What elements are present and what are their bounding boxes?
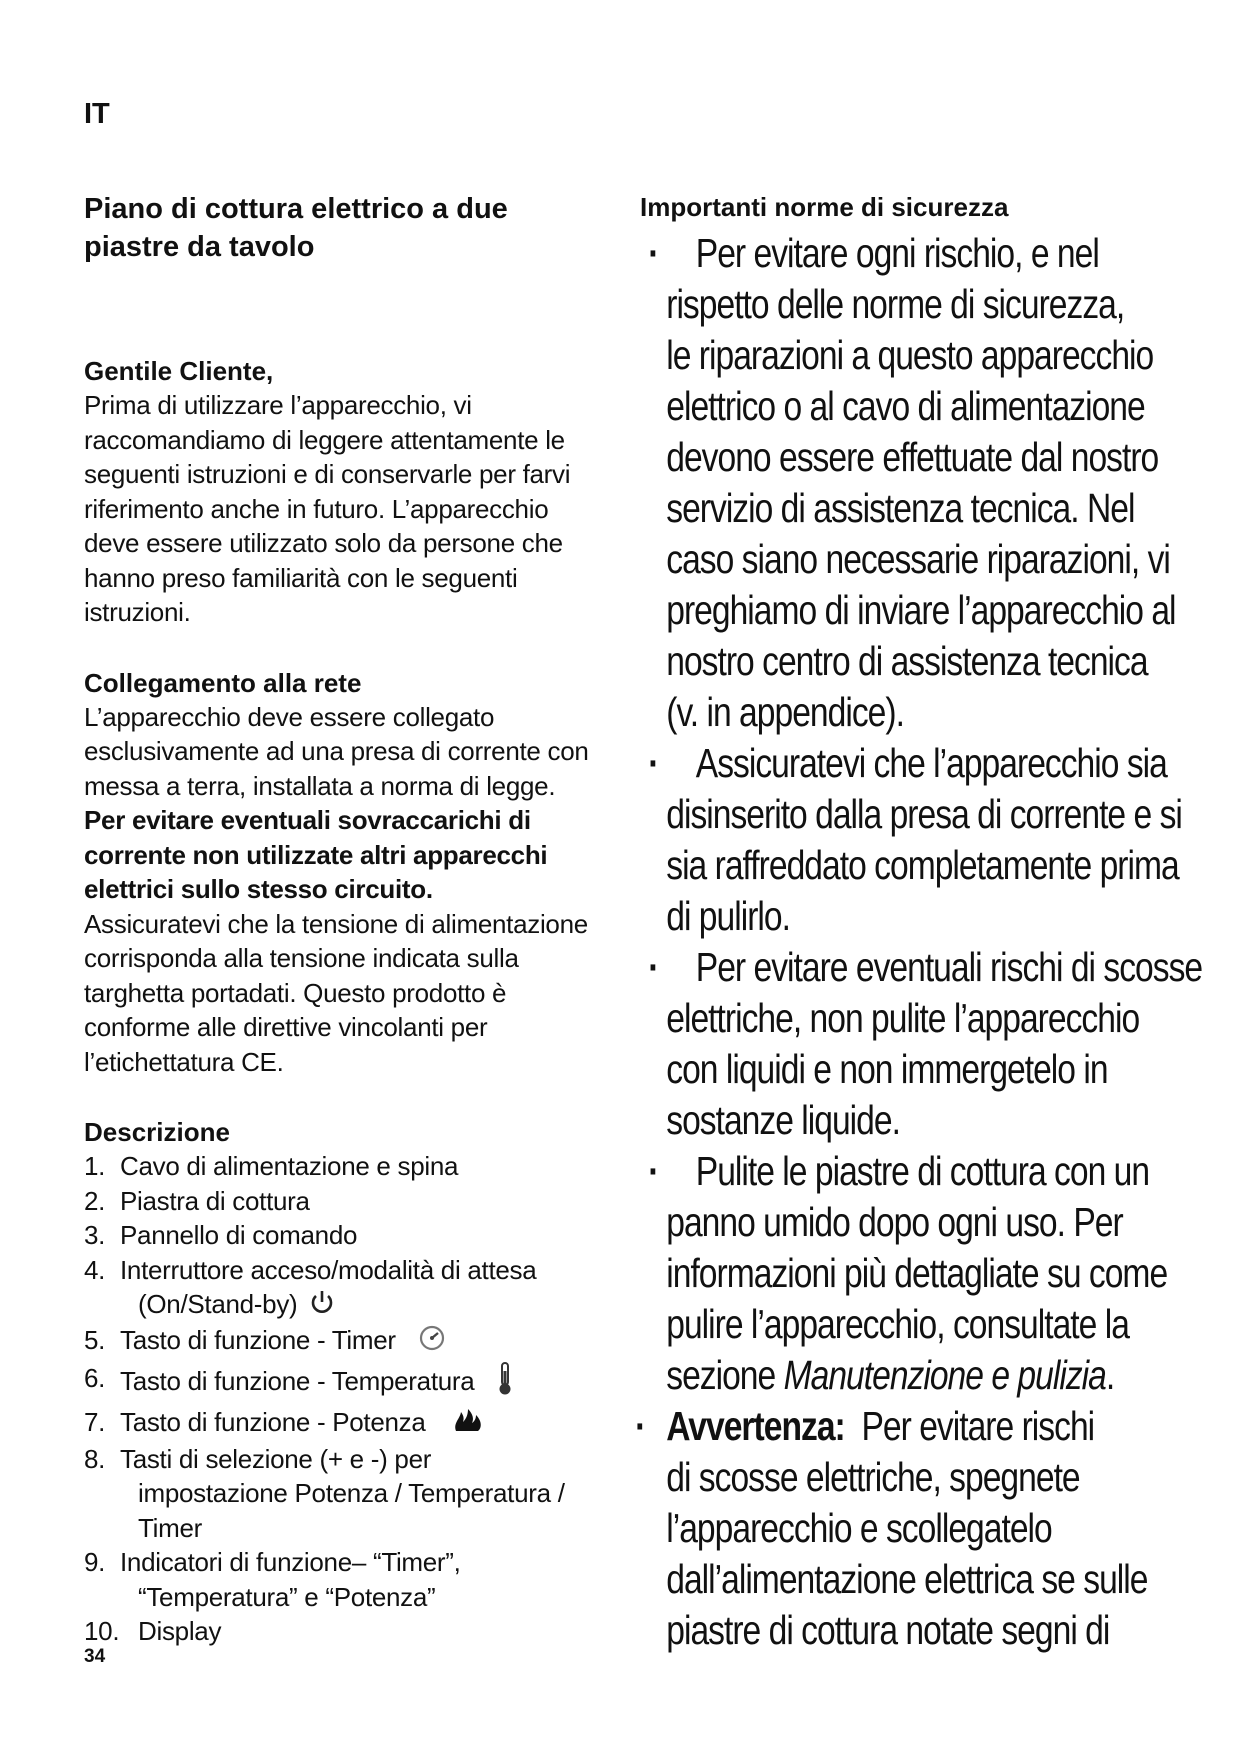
greeting-text: Prima di utilizzare l’apparecchio, vi raccomandiamo di leggere attentamente le seguenti istruzioni e di conservarle per farvi riferimento anche in futuro. L’apparecchio deve essere utilizzato solo da persone che hanno preso familiarità con le seguenti istruzioni. [84, 390, 571, 627]
safety-heading: Importanti norme di sicurezza [640, 192, 1009, 222]
network-section [84, 666, 604, 1080]
left-column [84, 190, 604, 1649]
right-column [635, 192, 1203, 1656]
list-item: 8. Tasti di selezione (+ e -) per impostazione Potenza / Temperatura / Timer [84, 1443, 565, 1543]
network-text: L’apparecchio deve essere collegato esclusivamente ad una presa di corrente con messa a terra, installata a norma di legge. Per evitare eventuali sovraccarichi di corrente non utilizzate altri apparecchi elettrici sullo stesso circuito. Assicuratevi che la tensione di alimentazione corrisponda alla tensione indicata sulla targhetta portadati. Questo prodotto è conforme alle direttive vincolanti per l’etichettatura CE. [84, 701, 589, 1077]
list-item: 1. Cavo di alimentazione e spina [84, 1151, 459, 1181]
list-item: 2. Piastra di cottura [84, 1185, 310, 1216]
list-item: · Per evitare ogni rischio, e nel rispetto delle norme di sicurezza, le riparazioni a questo apparecchio elettrico o al cavo di alimentazione devono essere effettuate dal nostro servizio di assistenza tecnica. Nel caso siano necessarie riparazioni, vi preghiamo di inviare l’apparecchio al nostro centro di assistenza tecnica (v. in appendice). [648, 230, 1176, 735]
overload-warning: Per evitare eventuali sovraccarichi di [84, 805, 531, 835]
warning-label: Avvertenza: [666, 1403, 845, 1449]
list-item: 5. Tasto di funzione - Timer [84, 1323, 604, 1360]
list-item: 10. Display [84, 1616, 222, 1647]
network-heading: Collegamento alla rete [84, 667, 362, 698]
list-item: · Assicuratevi che l’apparecchio sia disinserito dalla presa di corrente e si sia raffreddato completamente prima di pulirlo. [648, 740, 1182, 939]
greeting-section [84, 354, 604, 630]
list-item: 4. Interruttore acceso/modalità di attesa (On/Stand-by) [84, 1253, 604, 1324]
flame-icon [452, 1407, 484, 1442]
timer-icon [418, 1324, 446, 1361]
list-item: 3. Pannello di comando [84, 1220, 358, 1250]
greeting-heading: Gentile Cliente, [84, 356, 274, 386]
power-icon [309, 1289, 335, 1324]
description-heading: Descrizione [84, 1117, 230, 1147]
list-item: 9. Indicatori di funzione– “Timer”, “Temperatura” e “Potenza” [84, 1547, 461, 1612]
safety-list [635, 228, 1206, 1656]
page-title: Piano di cottura elettrico a due piastre da tavolo [84, 193, 508, 263]
description-list [84, 1149, 604, 1649]
list-item: 7. Tasto di funzione - Potenza [84, 1405, 604, 1441]
warning-item: · Avvertenza: Per evitare rischi di scosse elettriche, spegnete l’apparecchio e scollegatelo dall’alimentazione elettrica se sulle piastre di cottura notate segni di [635, 1403, 1148, 1653]
thermometer-icon [496, 1361, 514, 1406]
language-code: IT [84, 98, 110, 130]
list-item: · Per evitare eventuali rischi di scosse elettriche, non pulite l’apparecchio con liquidi e non immergetelo in sostanze liquide. [648, 944, 1203, 1143]
page-number: 34 [84, 1646, 106, 1667]
description-section [84, 1115, 604, 1649]
list-item: · Pulite le piastre di cottura con un panno umido dopo ogni uso. Per informazioni più dettagliate su come pulire l’apparecchio, consultate la sezione Manutenzione e pulizia. [648, 1148, 1168, 1398]
list-item: 6. Tasto di funzione - Temperatura [84, 1361, 604, 1406]
